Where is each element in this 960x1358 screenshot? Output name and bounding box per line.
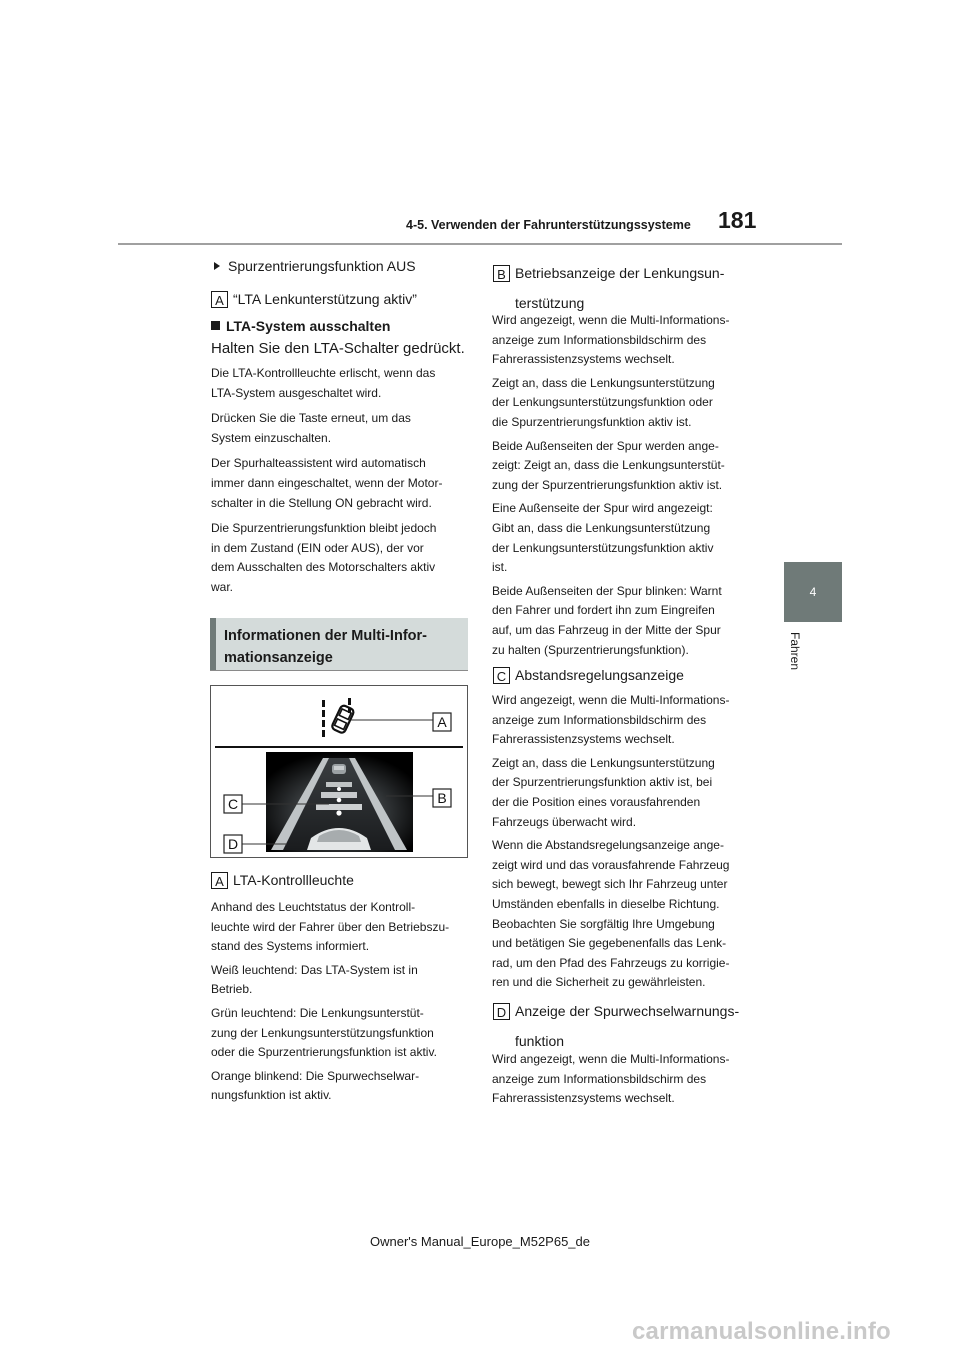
text-line: Betrieb. bbox=[211, 982, 253, 997]
text-line: zeigt wird und das vorausfahrende Fahrzeug bbox=[492, 857, 730, 872]
text-line: Anhand des Leuchtstatus der Kontroll- bbox=[211, 900, 416, 914]
text-line: zeigt: Zeigt an, dass die Lenkungsunterstüt- bbox=[492, 458, 725, 473]
text-line: der Spurzentrierungsfunktion aktiv ist, bei bbox=[492, 775, 713, 790]
label-b-badge: B bbox=[493, 265, 510, 282]
text-line: Gibt an, dass die Lenkungsunterstützung bbox=[492, 520, 711, 535]
text-line: nungsfunktion ist aktiv. bbox=[211, 1088, 332, 1103]
text-line: Beide Außenseiten der Spur werden ange- bbox=[492, 438, 719, 453]
paragraphs-b bbox=[492, 311, 762, 660]
text-line: der Lenkungsunterstützungsfunktion oder bbox=[492, 395, 713, 410]
text-line: auf, um das Fahrzeug in der Mitte der Spur bbox=[492, 622, 721, 637]
item-c-text: Abstandsregelungsanzeige bbox=[515, 667, 684, 683]
chapter-tab[interactable]: 4 bbox=[784, 562, 842, 622]
item-d-text: Anzeige der Spurwechselwarnungs- bbox=[515, 1003, 740, 1019]
text-line: rad, um den Pfad des Fahrzeugs zu korrigie- bbox=[492, 955, 730, 970]
text-line: Der Spurhalteassistent wird automatisch bbox=[211, 456, 426, 471]
text-line: ren und die Sicherheit zu gewährleisten. bbox=[492, 975, 706, 990]
text-line: zung der Lenkungsunterstützungsfunktion bbox=[211, 1025, 434, 1040]
figure-label-a: A bbox=[437, 714, 447, 730]
label-a-badge: A bbox=[211, 291, 228, 308]
item-d-spurwechselwarnung bbox=[493, 1000, 739, 1052]
text-line: Wird angezeigt, wenn die Multi-Informations- bbox=[492, 693, 730, 707]
figure-label-d: D bbox=[227, 836, 239, 852]
lta-indicator-icon bbox=[322, 698, 355, 737]
text-line: Zeigt an, dass die Lenkungsunterstützung bbox=[492, 755, 715, 770]
text-line: anzeige zum Informationsbildschirm des bbox=[492, 332, 707, 347]
text-line: leuchte wird der Fahrer über den Betriebszu- bbox=[211, 919, 450, 934]
paragraphs-d bbox=[492, 1050, 762, 1109]
info-heading-rule bbox=[210, 670, 468, 671]
instruction-text: Halten Sie den LTA-Schalter gedrückt. bbox=[211, 340, 465, 357]
text-line: Die LTA-Kontrollleuchte erlischt, wenn das bbox=[211, 366, 436, 380]
text-line: zung der Spurzentrierungsfunktion aktiv ist. bbox=[492, 477, 723, 492]
item-d-text-cont: funktion bbox=[515, 1033, 565, 1049]
subheading-lta-ausschalten: LTA-System ausschalten bbox=[211, 318, 390, 336]
item-lta-kontrollleuchte bbox=[211, 869, 354, 891]
label-a-badge: A bbox=[211, 872, 228, 889]
text-line: der Lenkungsunterstützungsfunktion aktiv bbox=[492, 540, 714, 555]
text-line: anzeige zum Informationsbildschirm des bbox=[492, 1071, 707, 1086]
info-heading-line: mationsanzeige bbox=[224, 650, 333, 666]
item-b-betriebsanzeige bbox=[493, 262, 724, 314]
item-b-text-cont: terstützung bbox=[515, 295, 585, 311]
text-line: Umständen ebenfalls in dieselbe Richtung. bbox=[492, 896, 720, 911]
figure-label-b: B bbox=[437, 790, 447, 806]
text-line: Beide Außenseiten der Spur blinken: Warnt bbox=[492, 583, 722, 598]
footer-text: Owner's Manual_Europe_M52P65_de bbox=[369, 1234, 590, 1249]
label-d-badge: D bbox=[493, 1003, 510, 1020]
text-line: Wenn die Abstandsregelungsanzeige ange- bbox=[492, 838, 724, 853]
text-line: Zeigt an, dass die Lenkungsunterstützung bbox=[492, 375, 715, 390]
bullet-spurzentrierung bbox=[214, 255, 416, 277]
item-c-abstandsregelung bbox=[493, 664, 684, 686]
multi-info-display-figure bbox=[210, 685, 468, 858]
text-line: Fahrerassistenzsystems wechselt. bbox=[492, 732, 675, 747]
paragraphs-lta bbox=[211, 898, 471, 1106]
text-line: Weiß leuchtend: Das LTA-System ist in bbox=[211, 962, 418, 977]
paragraphs-left bbox=[211, 364, 471, 598]
header-rule bbox=[118, 243, 842, 245]
text-line: stand des Systems informiert. bbox=[211, 939, 370, 954]
figure-label-c: C bbox=[227, 796, 239, 812]
text-line: schalter in die Stellung ON gebracht wird. bbox=[211, 495, 432, 510]
text-line: Fahrzeugs überwacht wird. bbox=[492, 814, 637, 829]
text-line: Die Spurzentrierungsfunktion bleibt jedoch bbox=[211, 521, 437, 536]
text-line: Eine Außenseite der Spur wird angezeigt: bbox=[492, 501, 713, 516]
chapter-label: Fahren bbox=[788, 632, 802, 671]
info-heading bbox=[210, 618, 468, 670]
text-line: anzeige zum Informationsbildschirm des bbox=[492, 712, 707, 727]
label-c-badge: C bbox=[493, 667, 510, 684]
text-line: immer dann eingeschaltet, wenn der Motor- bbox=[211, 475, 443, 490]
text-line: LTA-System ausgeschaltet wird. bbox=[211, 385, 382, 400]
text-line: und betätigen Sie gegebenenfalls das Lenk- bbox=[492, 936, 727, 951]
section-title: 4-5. Verwenden der Fahrunterstützungssysteme bbox=[406, 218, 691, 232]
text-line: Orange blinkend: Die Spurwechselwar- bbox=[211, 1068, 420, 1083]
text-line: Fahrerassistenzsystems wechselt. bbox=[492, 352, 675, 367]
square-bullet-icon bbox=[211, 321, 220, 330]
text-line: Wird angezeigt, wenn die Multi-Informations- bbox=[492, 1052, 730, 1066]
triangle-bullet-icon bbox=[214, 262, 220, 270]
text-line: System einzuschalten. bbox=[211, 430, 332, 445]
item-a-text: “LTA Lenkunterstützung aktiv” bbox=[233, 291, 417, 307]
item-b-text: Betriebsanzeige der Lenkungsun- bbox=[515, 265, 725, 281]
text-line: in dem Zustand (EIN oder AUS), der vor bbox=[211, 540, 424, 555]
paragraphs-c bbox=[492, 691, 762, 993]
text-line: Beobachten Sie sorgfältig Ihre Umgebung bbox=[492, 916, 715, 931]
page-number: 181 bbox=[718, 207, 757, 233]
text-line: dem Ausschalten des Motorschalters aktiv bbox=[211, 560, 436, 575]
info-heading-line: Informationen der Multi-Infor- bbox=[224, 628, 427, 644]
text-line: war. bbox=[211, 579, 234, 594]
text-line: zu halten (Spurzentrierungsfunktion). bbox=[492, 642, 689, 657]
watermark: carmanualsonline.info bbox=[632, 1318, 891, 1345]
text-line: Fahrerassistenzsystems wechselt. bbox=[492, 1091, 675, 1106]
text-line: oder die Spurzentrierungsfunktion ist aktiv. bbox=[211, 1045, 437, 1060]
text-line: ist. bbox=[492, 560, 508, 575]
item-a-lta-aktiv bbox=[211, 288, 417, 310]
text-line: Grün leuchtend: Die Lenkungsunterstüt- bbox=[211, 1005, 424, 1020]
text-line: die Spurzentrierungsfunktion aktiv ist. bbox=[492, 414, 692, 429]
text-line: Drücken Sie die Taste erneut, um das bbox=[211, 411, 411, 426]
text-line: Wird angezeigt, wenn die Multi-Informations- bbox=[492, 313, 730, 327]
item-lta-text: LTA-Kontrollleuchte bbox=[233, 872, 354, 888]
display-illustration bbox=[211, 686, 467, 857]
text-line: sich bewegt, bewegt sich Ihr Fahrzeug unter bbox=[492, 877, 728, 892]
driver-assist-screen bbox=[266, 752, 413, 852]
bullet-text: Spurzentrierungsfunktion AUS bbox=[228, 258, 416, 274]
text-line: den Fahrer und fordert ihn zum Eingreifen bbox=[492, 603, 715, 618]
text-line: der die Position eines vorausfahrenden bbox=[492, 794, 701, 809]
